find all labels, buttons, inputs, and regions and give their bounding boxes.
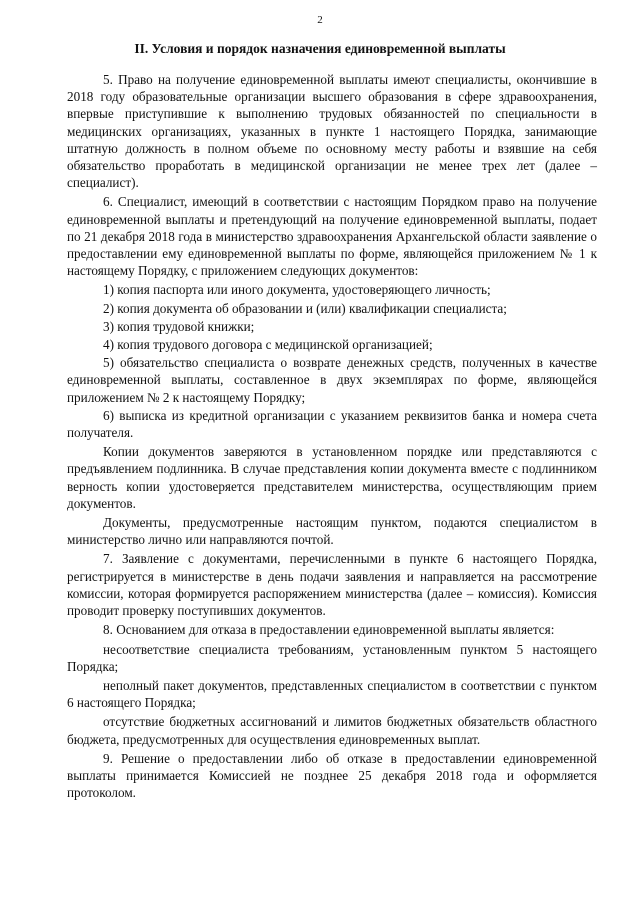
refusal-reason-1: несоответствие специалиста требованиям, установленным пунктом 5 настоящего Порядка; bbox=[67, 641, 597, 674]
paragraph-7: 7. Заявление с документами, перечисленными в пункте 6 настоящего Порядка, регистрируется в министерстве в день подачи заявления и направляется на рассмотрение комиссии, которая формируется распоряжением министерства (далее – комиссия). Комиссия проводит проверку поступивших документов. bbox=[67, 551, 597, 619]
list-item-5: 5) обязательство специалиста о возврате денежных средств, полученных в качестве единовременной выплаты, составленное в двух экземплярах по форме, являющейся приложением № 2 к настоящему Порядку; bbox=[67, 355, 597, 405]
document-body bbox=[67, 71, 597, 803]
refusal-reason-2: неполный пакет документов, представленных специалистом в соответствии с пунктом 6 настоящего Порядка; bbox=[67, 677, 597, 711]
paragraph-9: 9. Решение о предоставлении либо об отказе в предоставлении единовременной выплаты принимается Комиссией не позднее 25 декабря 2018 года и оформляется протоколом. bbox=[67, 750, 597, 801]
paragraph-copies: Копии документов заверяются в установленном порядке или представляются с предъявлением подлинника. В случае представления копии документа вместе с подлинником верность копии удостоверяется представителем министерства, осуществляющим прием документов. bbox=[67, 444, 597, 511]
list-item-2: 2) копия документа об образовании и (или) квалификации специалиста; bbox=[103, 300, 507, 316]
list-item-6: 6) выписка из кредитной организации с указанием реквизитов банка и номера счета получателя. bbox=[67, 407, 597, 441]
refusal-reason-3: отсутствие бюджетных ассигнований и лимитов бюджетных обязательств областного бюджета, предусмотренных для осуществления единовременных выплат. bbox=[67, 714, 597, 747]
paragraph-5: 5. Право на получение единовременной выплаты имеют специалисты, окончившие в 2018 году образовательные организации высшего образования в сфере здравоохранения, впервые приступившие к выполнению трудовых обязанностей по специальности в медицинских организациях, указанных в пункте 1 настоящего Порядка, занимающие штатную должность в полном объеме по основному месту работы и взявшие на себя обязательство проработать в медицинской организации не менее трех лет (далее – специалист). bbox=[67, 72, 597, 191]
paragraph-8: 8. Основанием для отказа в предоставлении единовременной выплаты является: bbox=[103, 622, 555, 638]
page-number: 2 bbox=[317, 14, 323, 26]
section-heading: II. Условия и порядок назначения единовременной выплаты bbox=[134, 41, 506, 56]
list-item-1: 1) копия паспорта или иного документа, удостоверяющего личность; bbox=[103, 282, 491, 298]
paragraph-submission: Документы, предусмотренные настоящим пунктом, подаются специалистом в министерство лично или направляются почтой. bbox=[67, 515, 597, 548]
paragraph-6: 6. Специалист, имеющий в соответствии с настоящим Порядком право на получение единовременной выплаты и претендующий на получение единовременной выплаты, подает по 21 декабря 2018 года в министерство здравоохранения Архангельской области заявление о предоставлении ему единовременной выплаты по форме, являющейся приложением № 1 к настоящему Порядку, с приложением следующих документов: bbox=[67, 194, 597, 279]
list-item-4: 4) копия трудового договора с медицинской организацией; bbox=[103, 337, 433, 353]
list-item-3: 3) копия трудовой книжки; bbox=[103, 318, 255, 334]
